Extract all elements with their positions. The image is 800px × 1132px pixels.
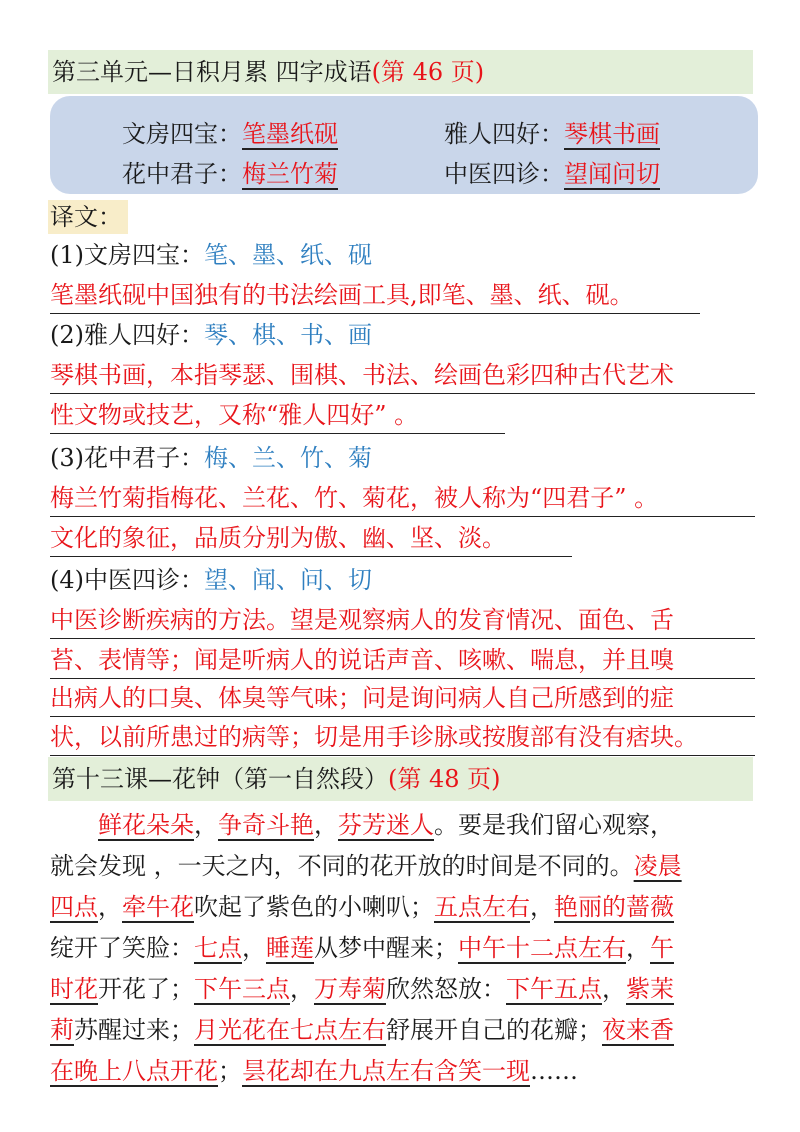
idiom-value: 琴棋书画: [564, 120, 660, 148]
entry-explanation: 状，以前所患过的病等；切是用手诊脉或按腹部有没有痞块。: [50, 719, 755, 756]
key-phrase: 昙花却在九点左右含笑一现: [242, 1057, 530, 1085]
passage-line: [50, 1010, 755, 1051]
key-phrase: 紫茉: [626, 975, 674, 1003]
passage-line: [50, 1051, 755, 1092]
unit-title: 第三单元—日积月累 四字成语: [52, 58, 372, 86]
key-phrase: 时花: [50, 975, 98, 1003]
key-phrase: 鲜花朵朵: [98, 811, 194, 839]
key-phrase: 万寿菊: [314, 975, 386, 1003]
key-phrase: 下午五点: [506, 975, 602, 1003]
passage-line: [50, 928, 755, 969]
idiom-value: 梅兰竹菊: [242, 160, 338, 188]
idiom-item: 文房四宝：笔墨纸砚: [122, 120, 338, 148]
idiom-item: 花中君子：梅兰竹菊: [122, 160, 338, 188]
key-phrase: 芬芳迷人: [338, 811, 434, 839]
lesson-title: 第十三课—花钟（第一自然段）: [52, 765, 388, 793]
entry-explanation: 梅兰竹菊指梅花、兰花、竹、菊花，被人称为“四君子” 。: [50, 480, 755, 517]
passage-text: ，: [314, 811, 338, 839]
entry-chars: 笔、墨、纸、砚: [204, 241, 372, 269]
key-phrase: 午: [650, 934, 674, 962]
unit-header: [48, 50, 753, 94]
unit-page-ref: (第 46 页): [371, 58, 485, 86]
passage: [50, 805, 755, 1092]
idiom-value: 笔墨纸砚: [242, 120, 338, 148]
passage-text: ；: [218, 1057, 242, 1085]
entry-chars: 梅、兰、竹、菊: [204, 444, 372, 472]
passage-text: 。要是我们留心观察，: [434, 811, 674, 839]
entry-chars: 望、闻、问、切: [204, 566, 372, 594]
passage-text: 绽开了笑脸：: [50, 934, 194, 962]
passage-text: 开花了；: [98, 975, 194, 1003]
passage-text: ，: [194, 811, 218, 839]
entry-term: (4)中医四诊：望、闻、问、切: [50, 566, 372, 594]
idiom-item: 中医四诊：望闻问切: [444, 160, 660, 188]
entry-term: (3)花中君子：梅、兰、竹、菊: [50, 444, 372, 472]
key-phrase: 睡莲: [266, 934, 314, 962]
passage-line: [50, 805, 755, 846]
entry-explanation: 出病人的口臭、体臭等气味；问是询问病人自己所感到的症: [50, 680, 755, 717]
entry-explanation: 笔墨纸砚中国独有的书法绘画工具,即笔、墨、纸、砚。: [50, 277, 700, 314]
key-phrase: 中午十二点左右: [458, 934, 626, 962]
lesson-page-ref: (第 48 页): [388, 765, 501, 793]
passage-text: ，: [530, 893, 554, 921]
passage-text: 舒展开自己的花瓣；: [386, 1016, 602, 1044]
passage-line: [50, 846, 755, 887]
key-phrase: 五点左右: [434, 893, 530, 921]
passage-text: ，: [626, 934, 650, 962]
passage-text: ……: [530, 1057, 578, 1085]
passage-text: ，: [602, 975, 626, 1003]
passage-text: [50, 811, 98, 839]
passage-line: [50, 887, 755, 928]
key-phrase: 月光花在七点左右: [194, 1016, 386, 1044]
passage-text: 苏醒过来；: [74, 1016, 194, 1044]
entry-explanation: 性文物或技艺，又称“雅人四好” 。: [50, 397, 505, 434]
entry-term: (1)文房四宝：笔、墨、纸、砚: [50, 241, 372, 269]
translation-label: 译文：: [48, 200, 128, 234]
passage-text: 吹起了紫色的小喇叭；: [194, 893, 434, 921]
entry-explanation: 中医诊断疾病的方法。望是观察病人的发育情况、面色、舌: [50, 602, 755, 639]
idiom-box: [50, 96, 758, 194]
passage-line: [50, 969, 755, 1010]
passage-text: 从梦中醒来；: [314, 934, 458, 962]
entry-explanation: 苔、表情等；闻是听病人的说话声音、咳嗽、喘息，并且嗅: [50, 642, 755, 679]
key-phrase: 凌晨: [633, 852, 682, 880]
entry-chars: 琴、棋、书、画: [204, 321, 372, 349]
key-phrase: 争奇斗艳: [218, 811, 314, 839]
passage-text: 欣然怒放：: [386, 975, 506, 1003]
passage-text: ，: [290, 975, 314, 1003]
key-phrase: 莉: [50, 1016, 74, 1044]
entry-term: (2)雅人四好：琴、棋、书、画: [50, 321, 372, 349]
idiom-value: 望闻问切: [564, 160, 660, 188]
idiom-item: 雅人四好：琴棋书画: [444, 120, 660, 148]
key-phrase: 牵牛花: [122, 893, 194, 921]
key-phrase: 艳丽的蔷薇: [554, 893, 674, 921]
passage-text: ，: [98, 893, 122, 921]
passage-text: 就会发现 ，一天之内，不同的花开放的时间是不同的。: [50, 852, 634, 880]
passage-text: ，: [242, 934, 266, 962]
key-phrase: 在晚上八点开花: [50, 1057, 218, 1085]
key-phrase: 四点: [50, 893, 98, 921]
entry-explanation: 琴棋书画，本指琴瑟、围棋、书法、绘画色彩四种古代艺术: [50, 357, 755, 394]
key-phrase: 夜来香: [602, 1016, 674, 1044]
entry-explanation: 文化的象征，品质分别为傲、幽、坚、淡。: [50, 520, 572, 557]
key-phrase: 下午三点: [194, 975, 290, 1003]
lesson-header: [48, 757, 753, 801]
key-phrase: 七点: [194, 934, 242, 962]
